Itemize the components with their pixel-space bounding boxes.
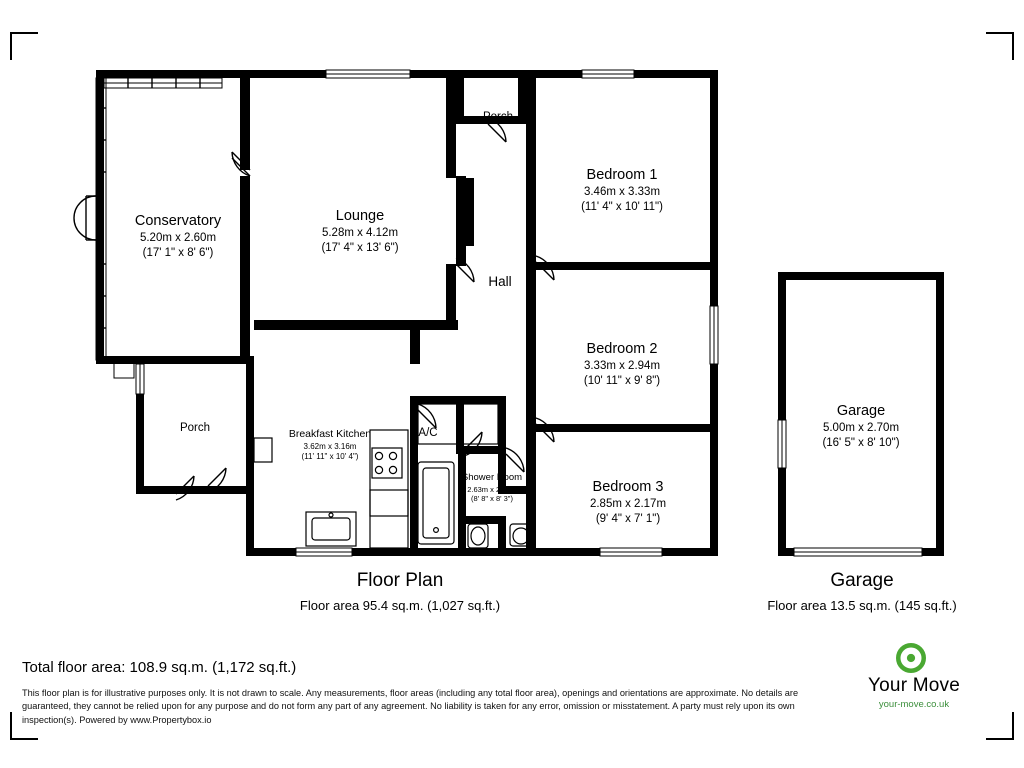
room-dimension-metric: 5.00m x 2.70m [822,422,900,435]
caption-subtitle: Floor area 13.5 sq.m. (145 sq.ft.) [767,598,957,613]
room-label-breakfast-kitchen [262,428,398,463]
room-name: Breakfast Kitchen [288,428,372,440]
total-floor-area: Total floor area: 108.9 sq.m. (1,172 sq.ft.) [22,659,297,676]
room-label-garage [780,402,942,451]
room-dimension-metric: 3.46m x 3.33m [583,186,661,199]
caption-floor-plan [250,570,550,615]
room-dimension-imperial: (10' 11" x 9' 8") [583,375,661,388]
room-dimension-metric: 3.33m x 2.94m [583,360,661,373]
room-dimension-imperial: (17' 1" x 8' 6") [142,247,214,260]
room-dimension-imperial: (8' 8" x 8' 3") [471,494,513,504]
room-name: Bedroom 2 [586,341,658,357]
room-label-bedroom-3 [538,478,718,527]
caption-subtitle: Floor area 95.4 sq.m. (1,027 sq.ft.) [299,598,501,613]
room-dimension-metric: 5.20m x 2.60m [139,232,217,245]
room-name: Bedroom 3 [592,479,664,495]
room-dimension-imperial: (16' 5" x 8' 10") [822,437,900,450]
room-dimension-imperial: (17' 4" x 13' 6") [321,242,399,255]
room-label-airing-cupboard: A/C [418,427,438,439]
caption-garage [746,570,978,615]
room-name: Conservatory [134,213,222,229]
room-name: Shower Room [461,472,523,483]
room-name: Garage [836,403,886,419]
brand-logo [824,645,1004,710]
room-label-porch-left: Porch [179,422,211,434]
caption-title: Floor Plan [356,570,444,591]
room-label-hall: Hall [488,274,512,289]
conservatory-mullions [96,78,200,328]
room-label-bedroom-2 [532,340,712,389]
room-dimension-metric: 2.63m x 2.52m [467,484,517,494]
room-dimension-imperial: (11' 4" x 10' 11") [581,201,663,214]
brand-name: Your Move [868,675,960,696]
room-label-lounge [272,207,448,256]
room-dimension-metric: 2.85m x 2.17m [589,498,667,511]
brand-url: your-move.co.uk [878,699,950,710]
room-dimension-imperial: (9' 4" x 7' 1") [595,513,661,526]
fireplace-feature [456,178,474,246]
disclaimer-text: This floor plan is for illustrative purposes only. It is not drawn to scale. Any measurements, floor areas (including any total floor area), openings and orientations are approximate. No details are guaranteed, they cannot be relied upon for any purpose and do not form any part of any agreement. No liability is taken for any error, omission or misstatement. A party must rely upon its own inspection(s). Powered by www.Propertybox.io [22,688,799,725]
room-name: Lounge [335,208,385,224]
caption-title: Garage [830,570,894,591]
room-dimension-metric: 3.62m x 3.16m [303,441,357,451]
room-name: Bedroom 1 [586,167,658,183]
room-label-bedroom-1 [532,166,712,215]
room-label-conservatory [88,212,268,261]
room-label-porch-top: Porch [482,111,514,123]
room-label-shower-room [430,472,554,504]
room-dimension-imperial: (11' 11" x 10' 4") [301,452,359,462]
your-move-circle-icon [896,643,926,673]
room-dimension-metric: 5.28m x 4.12m [321,227,399,240]
